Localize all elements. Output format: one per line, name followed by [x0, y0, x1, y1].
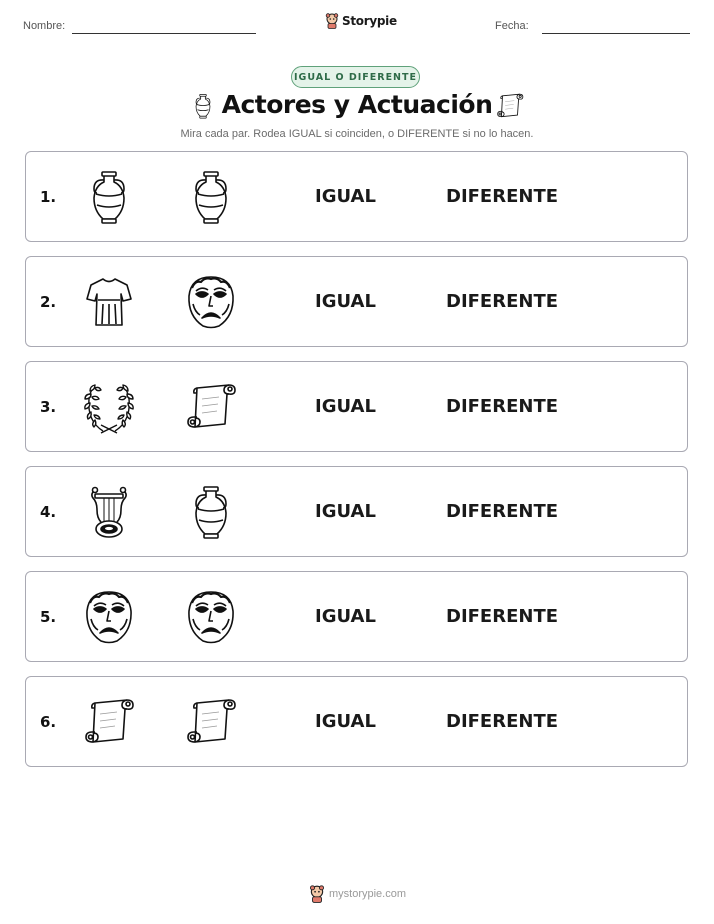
- scroll-icon: [495, 91, 525, 121]
- scroll-icon: [81, 694, 137, 750]
- exercise-row: [25, 361, 688, 452]
- tragedy-mask-icon: [183, 274, 239, 330]
- exercise-row: [25, 466, 688, 557]
- row-number: 2.: [40, 293, 57, 311]
- tragedy-mask-icon: [81, 589, 137, 645]
- storypie-mascot-icon: [325, 13, 339, 29]
- amphora-icon: [183, 169, 239, 225]
- different-option[interactable]: DIFERENTE: [446, 291, 559, 312]
- row-number: 5.: [40, 608, 57, 626]
- row-number: 4.: [40, 503, 57, 521]
- different-option[interactable]: DIFERENTE: [446, 711, 559, 732]
- same-option[interactable]: IGUAL: [315, 396, 376, 417]
- exercise-row: [25, 151, 688, 242]
- scroll-icon: [183, 694, 239, 750]
- date-label: Fecha:: [495, 20, 529, 32]
- name-label: Nombre:: [23, 20, 66, 32]
- different-option[interactable]: DIFERENTE: [446, 186, 559, 207]
- footer: [309, 885, 406, 903]
- amphora-icon: [183, 484, 239, 540]
- different-option[interactable]: DIFERENTE: [446, 501, 559, 522]
- amphora-icon: [190, 91, 216, 121]
- laurel-wreath-icon: [81, 379, 137, 435]
- exercise-row: [25, 256, 688, 347]
- instructions: Mira cada par. Rodea IGUAL si coinciden, o DIFERENTE si no lo hacen.: [180, 128, 534, 140]
- scroll-icon: [183, 379, 239, 435]
- brand-name: Storypie: [342, 14, 397, 28]
- name-field[interactable]: [72, 33, 256, 34]
- exercise-row: [25, 676, 688, 767]
- footer-url: mystorypie.com: [329, 888, 407, 900]
- same-option[interactable]: IGUAL: [315, 501, 376, 522]
- storypie-mascot-icon: [309, 885, 325, 903]
- row-number: 6.: [40, 713, 57, 731]
- page-title: Actores y Actuación: [221, 90, 493, 119]
- activity-type-badge: IGUAL O DIFERENTE: [291, 66, 420, 88]
- brand-logo: [325, 13, 397, 29]
- exercise-row: [25, 571, 688, 662]
- different-option[interactable]: DIFERENTE: [446, 396, 559, 417]
- same-option[interactable]: IGUAL: [315, 711, 376, 732]
- row-number: 3.: [40, 398, 57, 416]
- different-option[interactable]: DIFERENTE: [446, 606, 559, 627]
- tunic-icon: [81, 274, 137, 330]
- amphora-icon: [81, 169, 137, 225]
- tragedy-mask-icon: [183, 589, 239, 645]
- lyre-icon: [81, 484, 137, 540]
- same-option[interactable]: IGUAL: [315, 291, 376, 312]
- same-option[interactable]: IGUAL: [315, 186, 376, 207]
- same-option[interactable]: IGUAL: [315, 606, 376, 627]
- row-number: 1.: [40, 188, 57, 206]
- date-field[interactable]: [542, 33, 690, 34]
